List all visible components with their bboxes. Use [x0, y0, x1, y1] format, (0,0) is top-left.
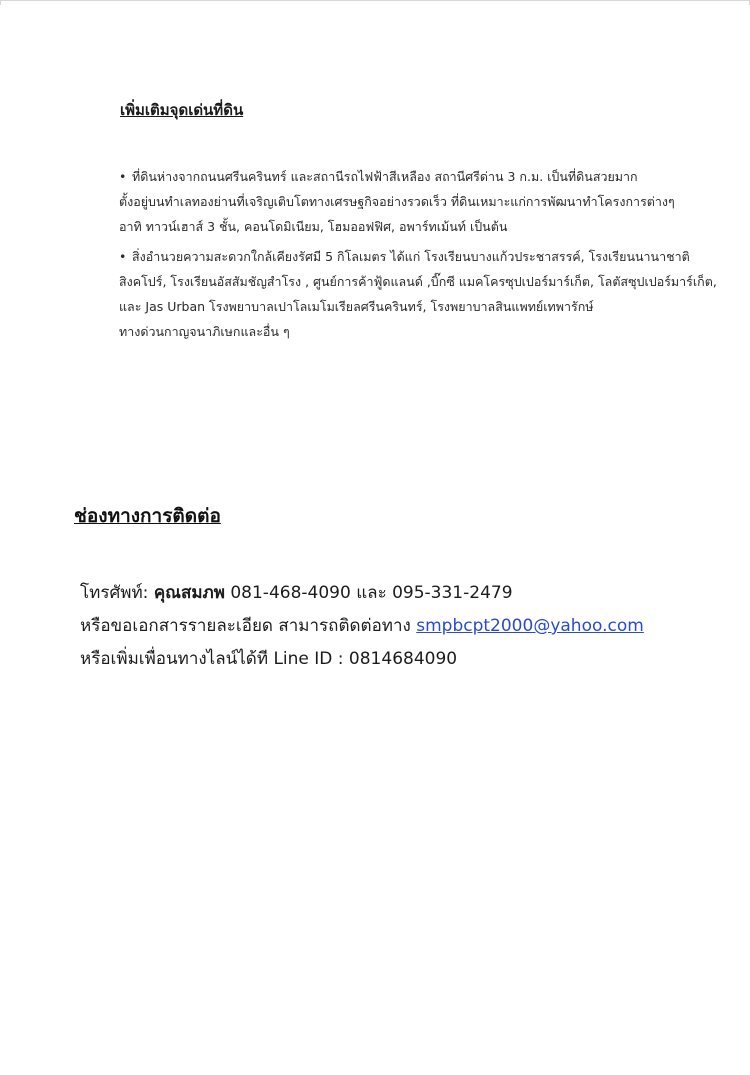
contact-name: คุณสมภพ	[153, 583, 225, 603]
bullet-line: ทางด่วนกาญจนาภิเษกและอื่น ๆ	[119, 324, 290, 339]
email-row	[80, 610, 740, 643]
bullet-line: อาทิ ทาวน์เฮาส์ 3 ชั้น, คอนโดมิเนียม, โฮมออฟฟิศ, อพาร์ทเม้นท์ เป็นต้น	[119, 219, 508, 234]
line-id-row: หรือเพิ่มเพื่อนทางไลน์ได้ที Line ID : 0814684090	[80, 649, 458, 669]
highlight-bullet-facilities	[119, 244, 729, 344]
bullet-line	[119, 244, 729, 269]
bullet-icon: •	[119, 169, 127, 184]
email-link[interactable]: smpbcpt2000@yahoo.com	[416, 616, 644, 636]
bullet-line	[119, 164, 729, 189]
phone-label: โทรศัพท์:	[80, 583, 154, 603]
email-prefix: หรือขอเอกสารรายละเอียด สามารถติดต่อทาง	[80, 616, 417, 636]
bullet-text: สิ่งอำนวยความสะดวกใกล้เคียงรัศมี 5 กิโลเมตร ได้แก่ โรงเรียนบางแก้วประชาสรรค์, โรงเรียนนานาชาติ	[132, 249, 690, 264]
bullet-line: และ Jas Urban โรงพยาบาลเปาโลเมโมเรียลศรีนครินทร์, โรงพยาบาลสินแพทย์เทพารักษ์	[119, 299, 594, 314]
contact-details	[80, 577, 740, 676]
bullet-icon: •	[119, 249, 127, 264]
highlights-title: เพิ่มเติมจุดเด่นที่ดิน	[120, 101, 244, 119]
bullet-line: ตั้งอยู่บนทำเลทองย่านที่เจริญเติบโตทางเศรษฐกิจอย่างรวดเร็ว ที่ดินเหมาะแก่การพัฒนาทำโครงการต่างๆ	[119, 194, 675, 209]
phone-numbers: 081-468-4090 และ 095-331-2479	[224, 583, 513, 603]
highlight-bullet-location	[119, 164, 729, 239]
page-top-edge	[0, 0, 750, 5]
bullet-line: สิงคโปร์, โรงเรียนอัสสัมชัญสำโรง , ศูนย์การค้าฟู้ดแลนด์ ,บิ๊กซี แมคโครซุปเปอร์มาร์เก็ต, โลตัสซุปเปอร์มาร์เก็ต,	[119, 274, 717, 289]
contact-title: ช่องทางการติดต่อ	[74, 505, 221, 527]
bullet-text: ที่ดินห่างจากถนนศรีนครินทร์ และสถานีรถไฟฟ้าสีเหลือง สถานีศรีด่าน 3 ก.ม. เป็นที่ดินสวยมาก	[132, 169, 638, 184]
phone-row	[80, 577, 740, 610]
